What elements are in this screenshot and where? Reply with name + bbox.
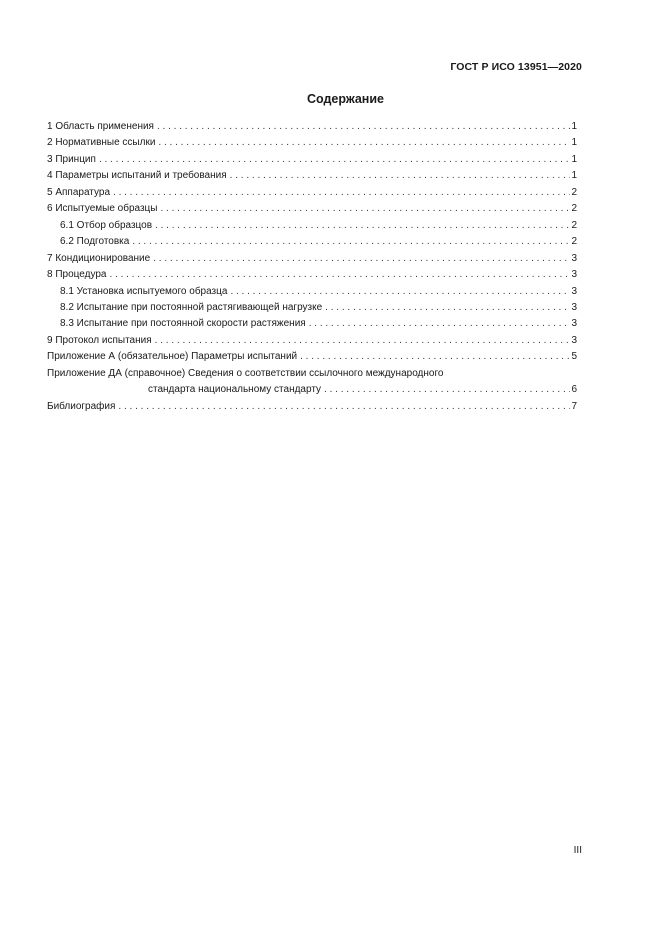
toc-entry-page: 3: [571, 285, 577, 297]
toc-entry-label: 6.2 Подготовка: [60, 236, 130, 248]
toc-entry[interactable]: [47, 152, 577, 168]
toc-entry[interactable]: [47, 135, 577, 151]
toc-entry-page: 1: [571, 170, 577, 182]
toc-entry-label: Приложение А (обязательное) Параметры испытаний: [47, 351, 298, 363]
toc-entry[interactable]: [47, 267, 577, 283]
toc-entry-label: Приложение ДА (справочное) Сведения о соответствии ссылочного международного: [47, 367, 444, 379]
toc-entry-page: 3: [571, 252, 577, 264]
toc-entry-label: 5 Аппаратура: [47, 186, 111, 198]
toc-leader-dots: [230, 168, 571, 184]
toc-entry[interactable]: [47, 185, 577, 201]
toc-leader-dots: [157, 119, 570, 135]
toc-entry-page: 2: [571, 236, 577, 248]
toc-entry[interactable]: [47, 234, 577, 250]
toc-entry-label: 8.1 Установка испытуемого образца: [60, 285, 228, 297]
toc-leader-dots: [160, 201, 570, 217]
toc-entry-page: 2: [571, 219, 577, 231]
toc-entry-page: 3: [571, 269, 577, 281]
toc-entry[interactable]: [47, 218, 577, 234]
toc-leader-dots: [155, 218, 570, 234]
toc-leader-dots: [113, 185, 570, 201]
toc-entry-label: 9 Протокол испытания: [47, 334, 152, 346]
toc-entry[interactable]: [47, 366, 577, 399]
toc-entry-label: 6 Испытуемые образцы: [47, 203, 158, 215]
toc-entry-label: 2 Нормативные ссылки: [47, 137, 156, 149]
toc-entry[interactable]: [47, 349, 577, 365]
toc-entry-label: 8.2 Испытание при постоянной растягивающей нагрузке: [60, 301, 323, 313]
toc-leader-dots: [158, 135, 570, 151]
toc-entry[interactable]: [47, 201, 577, 217]
toc-entry[interactable]: [47, 119, 577, 135]
toc-entry-label: 1 Область применения: [47, 121, 154, 132]
toc-entry-page: 7: [571, 400, 577, 412]
toc-entry[interactable]: [47, 316, 577, 332]
toc-leader-dots: [132, 234, 570, 250]
toc-entry-page: 2: [571, 186, 577, 198]
toc-leader-dots: [230, 284, 570, 300]
toc-leader-dots: [325, 300, 570, 316]
toc-entry-page: 3: [571, 334, 577, 346]
document-code: ГОСТ Р ИСО 13951—2020: [450, 61, 582, 73]
toc-title: Содержание: [306, 92, 384, 106]
toc-leader-dots: [300, 349, 570, 365]
toc-entry-label: 8.3 Испытание при постоянной скорости растяжения: [60, 318, 306, 330]
toc-entry-label: 4 Параметры испытаний и требования: [47, 170, 227, 182]
toc-entry-label: Библиография: [47, 400, 116, 412]
toc-entry[interactable]: [47, 168, 577, 184]
toc-entry-page: 2: [571, 203, 577, 215]
toc-entry-page: 3: [571, 301, 577, 313]
toc-entry-label: 8 Процедура: [47, 269, 107, 281]
toc-leader-dots: [109, 267, 570, 283]
toc-entry[interactable]: [47, 333, 577, 349]
toc-entry-page: 3: [571, 318, 577, 330]
toc-leader-dots: [153, 251, 570, 267]
toc-leader-dots: [99, 152, 571, 168]
toc-entry[interactable]: [47, 284, 577, 300]
toc-entry-label-continued: стандарта национальному стандарту: [148, 384, 322, 396]
page-number: III: [573, 845, 582, 856]
table-of-contents: [47, 119, 577, 415]
toc-entry-label: 6.1 Отбор образцов: [60, 219, 153, 231]
toc-leader-dots: [309, 316, 571, 332]
toc-entry-page: 1: [571, 153, 577, 165]
toc-leader-dots: [155, 333, 571, 349]
toc-leader-dots: [324, 382, 570, 398]
toc-leader-dots: [118, 399, 570, 415]
toc-entry-label: 7 Кондиционирование: [47, 252, 151, 264]
toc-entry[interactable]: [47, 399, 577, 415]
toc-entry-page: 1: [571, 121, 577, 132]
toc-entry-page: 6: [571, 384, 577, 396]
toc-entry[interactable]: [47, 300, 577, 316]
toc-entry-label: 3 Принцип: [47, 153, 96, 165]
toc-entry-page: 5: [571, 351, 577, 363]
toc-entry[interactable]: [47, 251, 577, 267]
toc-entry-page: 1: [571, 137, 577, 149]
